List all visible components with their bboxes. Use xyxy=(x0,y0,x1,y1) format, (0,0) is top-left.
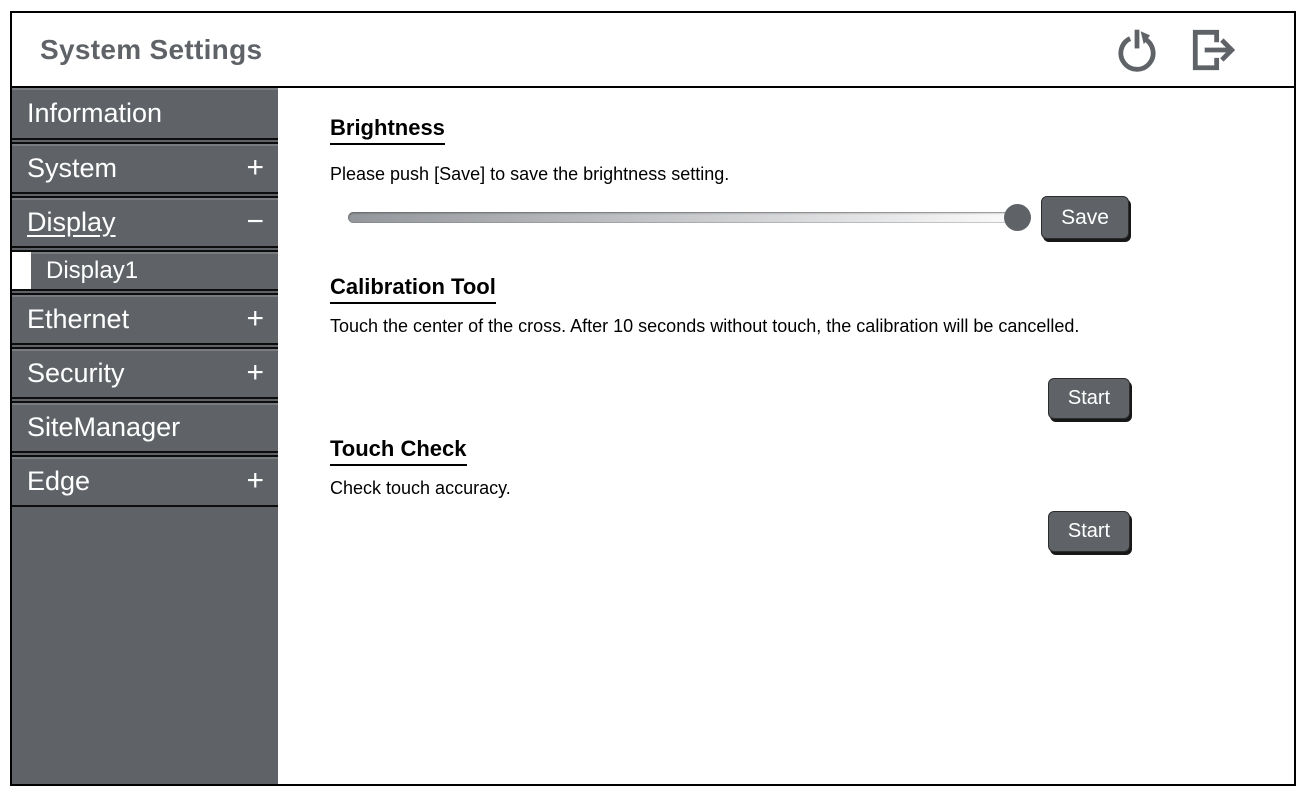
page-title: System Settings xyxy=(40,33,263,65)
expand-icon: + xyxy=(246,151,264,184)
sidebar xyxy=(12,88,278,784)
expand-icon: + xyxy=(246,464,264,497)
sidebar-item-label: Security xyxy=(27,357,125,388)
window-frame xyxy=(10,11,1296,786)
brightness-heading: Brightness xyxy=(330,115,445,145)
sidebar-item-security[interactable] xyxy=(12,347,278,399)
sidebar-item-edge[interactable] xyxy=(12,455,278,507)
calibration-description: Touch the center of the cross. After 10 seconds without touch, the calibration will be cancelled. xyxy=(330,316,1080,336)
sidebar-item-display[interactable] xyxy=(12,196,278,248)
sidebar-item-label: Ethernet xyxy=(27,303,130,334)
sidebar-item-system[interactable] xyxy=(12,142,278,194)
brightness-slider-thumb[interactable] xyxy=(1004,204,1031,231)
collapse-icon: − xyxy=(246,205,264,238)
sidebar-item-label: Information xyxy=(27,97,163,128)
brightness-description: Please push [Save] to save the brightness setting. xyxy=(330,164,730,184)
header-bar xyxy=(12,13,1294,88)
touch-check-heading: Touch Check xyxy=(330,436,467,466)
sidebar-item-display1[interactable] xyxy=(12,250,278,291)
touch-check-start-button[interactable]: Start xyxy=(1048,511,1130,552)
sidebar-item-label: Display xyxy=(27,206,116,237)
touch-check-description: Check touch accuracy. xyxy=(330,478,511,498)
calibration-start-button[interactable]: Start xyxy=(1048,378,1130,419)
sidebar-item-information[interactable] xyxy=(12,88,278,140)
expand-icon: + xyxy=(246,356,264,389)
sidebar-item-label: Edge xyxy=(27,465,91,496)
restart-button[interactable] xyxy=(1112,25,1162,75)
save-button[interactable]: Save xyxy=(1041,196,1129,239)
brightness-slider[interactable] xyxy=(348,212,1031,223)
header-actions xyxy=(1112,25,1238,75)
sidebar-item-label: System xyxy=(27,152,118,183)
exit-button[interactable] xyxy=(1188,25,1238,75)
sidebar-item-ethernet[interactable] xyxy=(12,293,278,345)
sidebar-item-sitemanager[interactable] xyxy=(12,401,278,453)
restart-icon xyxy=(1112,25,1162,75)
content-area xyxy=(278,88,1294,784)
sidebar-item-label: SiteManager xyxy=(27,411,181,442)
sidebar-subitem-box xyxy=(31,252,278,289)
calibration-heading: Calibration Tool xyxy=(330,274,496,304)
sidebar-item-label: Display1 xyxy=(46,256,139,284)
exit-icon xyxy=(1188,25,1238,75)
expand-icon: + xyxy=(246,302,264,335)
